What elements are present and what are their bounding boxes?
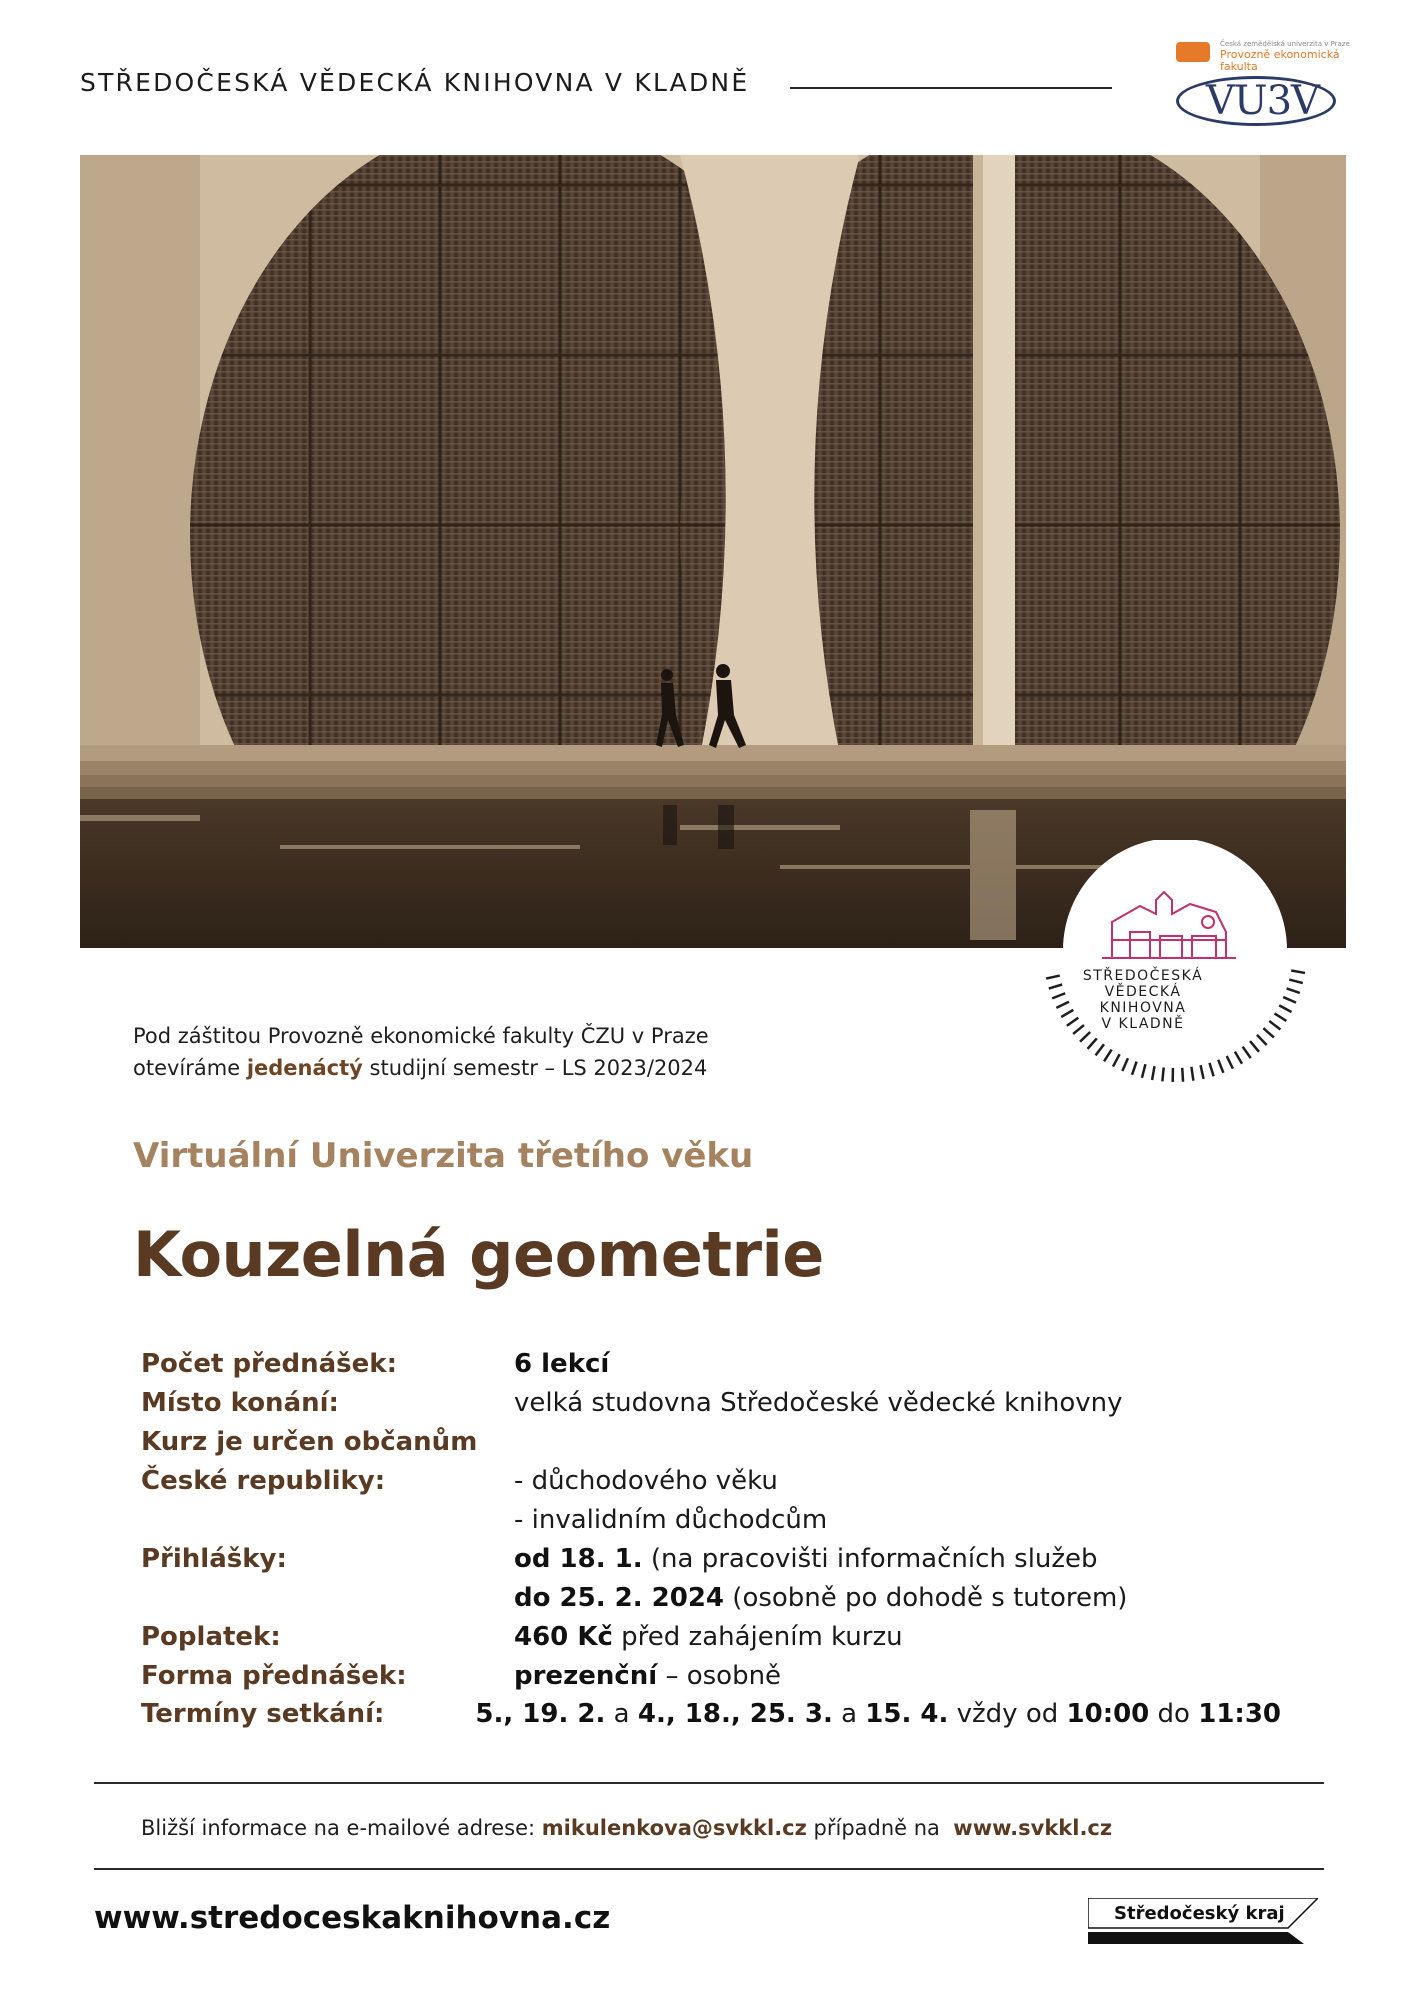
info-label: Termíny setkání: [141, 1699, 385, 1730]
seal-tick [1279, 1005, 1291, 1012]
vu3v-mark: VU3V [1206, 78, 1319, 124]
seal-tick [1287, 988, 1300, 993]
info-value-bold: 460 Kč [514, 1621, 613, 1652]
info-value [514, 1661, 781, 1691]
info-row-place [141, 1384, 1281, 1423]
info-row-count [141, 1345, 1281, 1384]
info-row-fee [141, 1617, 1281, 1656]
program-subtitle: Virtuální Univerzita třetího věku [133, 1136, 754, 1176]
info-value [514, 1544, 1098, 1574]
seal-line: STŘEDOČESKÁ [1082, 968, 1204, 984]
seal-tick [1275, 1013, 1287, 1021]
info-value-text: (na pracovišti informačních služeb [642, 1543, 1098, 1574]
info-value-text: vždy od [948, 1699, 1067, 1730]
info-value: - invalidním důchodcům [514, 1505, 828, 1535]
region-name: Středočeský kraj [1114, 1903, 1285, 1924]
seal-tick [1122, 1058, 1128, 1071]
info-row-dates [141, 1695, 1281, 1734]
info-label: Přihlášky: [141, 1543, 287, 1574]
info-label: Místo konání: [141, 1388, 339, 1419]
seal-tick [1250, 1041, 1259, 1052]
intro-text [133, 1020, 709, 1084]
intro-line-2 [133, 1052, 709, 1084]
seal-tick [1257, 1035, 1267, 1045]
seal-tick [1209, 1063, 1213, 1076]
seal-tick [1152, 1066, 1154, 1080]
contact-email-link[interactable]: mikulenkova@svkkl.cz [541, 1816, 807, 1840]
info-value-text: před zahájením kurzu [612, 1621, 903, 1652]
footer-website-link[interactable]: www.stredoceskaknihovna.cz [94, 1900, 611, 1936]
seal-tick [1096, 1044, 1104, 1055]
faculty-name: Provozně ekonomická fakulta [1220, 48, 1340, 73]
divider-bottom [94, 1868, 1324, 1870]
info-value-text: do [1149, 1699, 1199, 1730]
university-name: Česká zemědělská univerzita v Praze [1220, 40, 1350, 48]
info-row-form [141, 1656, 1281, 1695]
seal-tick [1132, 1062, 1137, 1075]
info-label: České republiky: [141, 1466, 386, 1497]
info-value-text: a [832, 1699, 866, 1730]
seal-tick [1291, 970, 1305, 972]
contact-text: případně na [806, 1816, 947, 1840]
seal-line: V KLADNĚ [1101, 1016, 1185, 1032]
seal-tick [1142, 1064, 1146, 1078]
contact-text: Bližší informace na e-mailové adrese: [141, 1816, 542, 1840]
seal-tick [1201, 1065, 1204, 1079]
faculty-badge-icon [1176, 42, 1210, 62]
divider-top [94, 1782, 1324, 1784]
header-title: STŘEDOČESKÁ VĚDECKÁ KNIHOVNA V KLADNĚ [80, 68, 750, 97]
intro-text-part: studijní semestr – LS 2023/2024 [362, 1056, 708, 1080]
seal-tick [1104, 1050, 1112, 1062]
info-value-bold: 15. 4. [865, 1699, 949, 1730]
seal-tick [1235, 1052, 1242, 1064]
info-value-bold: 10:00 [1066, 1699, 1150, 1730]
info-row-registration-2 [141, 1578, 1281, 1617]
info-row-target-1 [141, 1423, 1281, 1462]
seal-tick [1113, 1054, 1120, 1066]
info-label: Kurz je určen občanům [141, 1427, 478, 1458]
info-label: Forma přednášek: [141, 1660, 407, 1691]
info-value: - důchodového věku [514, 1466, 778, 1497]
info-row-registration [141, 1539, 1281, 1578]
seal-tick [1162, 1067, 1163, 1081]
info-label: Poplatek: [141, 1621, 281, 1652]
seal-tick [1182, 1068, 1183, 1082]
course-title: Kouzelná geometrie [133, 1218, 824, 1291]
seal-tick [1269, 1021, 1280, 1029]
info-value [475, 1699, 1281, 1729]
intro-highlight: jedenáctý [246, 1056, 363, 1080]
info-value-bold: prezenční [514, 1660, 658, 1691]
seal-line: KNIHOVNA [1099, 1000, 1187, 1016]
seal-tick [1049, 984, 1062, 988]
seal-tick [1218, 1060, 1223, 1073]
info-value-bold: do 25. 2. 2024 [514, 1582, 725, 1613]
info-value-text: (osobně po dohodě s tutorem) [724, 1582, 1128, 1613]
contact-info [141, 1816, 1112, 1840]
partner-logo [1176, 38, 1350, 132]
seal-tick [1191, 1067, 1193, 1081]
seal-tick [1052, 993, 1065, 998]
info-value-text: a [605, 1699, 638, 1730]
contact-site-link[interactable]: www.svkkl.cz [953, 1816, 1113, 1840]
seal-line: VĚDECKÁ [1104, 984, 1182, 1000]
seal-tick [1046, 976, 1060, 979]
info-value-bold: 11:30 [1198, 1699, 1281, 1730]
seal-tick [1263, 1028, 1273, 1037]
info-value [514, 1622, 903, 1652]
intro-line-1: Pod záštitou Provozně ekonomické fakulty ČZU v Praze [133, 1024, 709, 1048]
info-value-bold: 6 lekcí [514, 1349, 610, 1380]
course-info [141, 1345, 1281, 1734]
seal-tick [1289, 980, 1303, 984]
seal-tick [1283, 997, 1296, 1003]
info-row-target-2 [141, 1462, 1281, 1501]
info-value [514, 1349, 609, 1379]
intro-text-part: otevíráme [133, 1056, 247, 1080]
info-value: velká studovna Středočeské vědecké knihovny [514, 1388, 1123, 1419]
hero-photo [80, 155, 1346, 948]
info-label: Počet přednášek: [141, 1349, 397, 1380]
header-divider [790, 87, 1112, 89]
info-row-target-3 [141, 1501, 1281, 1540]
info-value-bold: 5., 19. 2. [475, 1699, 606, 1730]
info-value-text: – osobně [657, 1660, 782, 1691]
library-seal-text [1068, 968, 1218, 1032]
info-value-bold: 4., 18., 25. 3. [637, 1699, 833, 1730]
seal-tick [1227, 1056, 1233, 1069]
info-value-bold: od 18. 1. [514, 1543, 643, 1574]
info-value [514, 1583, 1127, 1613]
seal-tick [1088, 1038, 1097, 1048]
seal-tick [1243, 1047, 1251, 1058]
seal-tick [1080, 1032, 1090, 1042]
